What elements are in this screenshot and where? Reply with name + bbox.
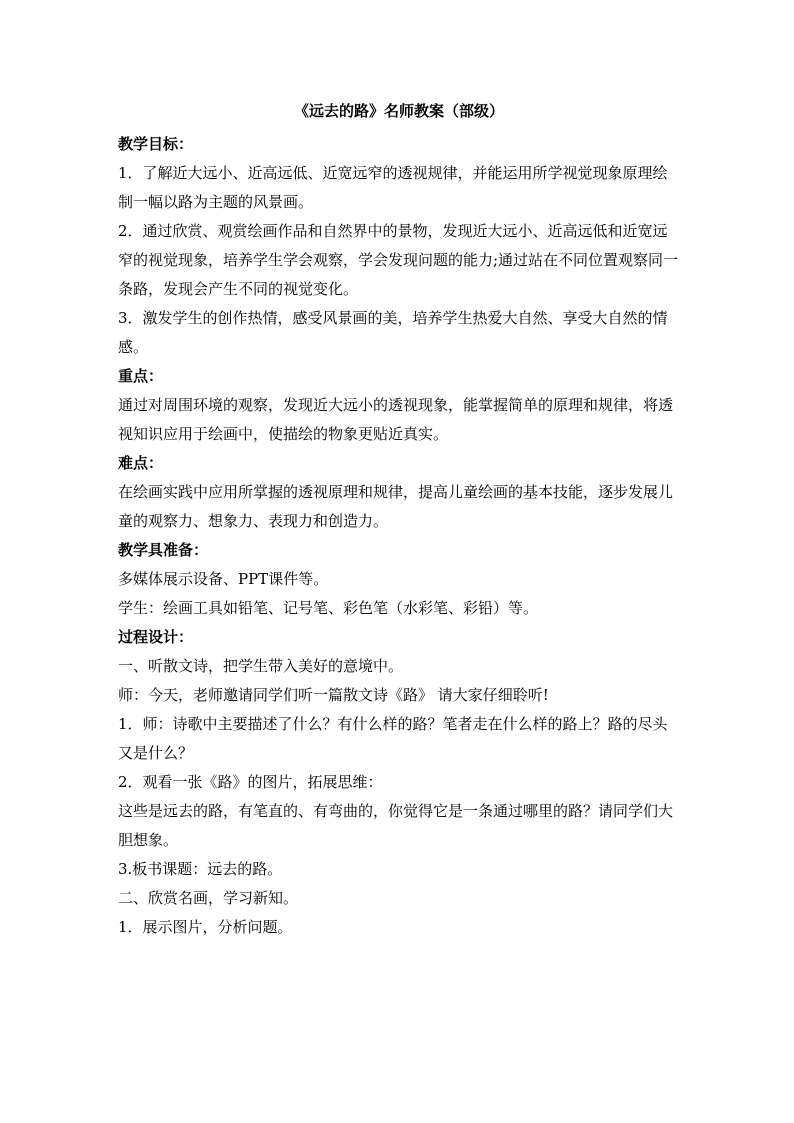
heading-key-points: 重点： [118, 367, 164, 385]
process-intro: 师：今天，老师邀请同学们听一篇散文诗《路》 请大家仔细聆听! [118, 686, 549, 704]
process-section-2-step-1: 1．展示图片，分析问题。 [118, 918, 293, 936]
heading-difficulties: 难点： [118, 454, 164, 472]
key-points-text: 通过对周围环境的观察，发现近大远小的透视现象，能掌握简单的原理和规律，将透视知识应用于绘画中，使描绘的物象更贴近真实。 [118, 396, 674, 443]
goal-item-1: 1．了解近大远小、近高远低、近宽远窄的透视规律，并能运用所学视觉现象原理绘制一幅以路为主题的风景画。 [118, 164, 668, 211]
process-step-1: 1．师：诗歌中主要描述了什么？有什么样的路？笔者走在什么样的路上？路的尽头又是什么？ [118, 715, 668, 762]
materials-student: 学生：绘画工具如铅笔、记号笔、彩色笔（水彩笔、彩铅）等。 [118, 599, 539, 617]
difficulties-text: 在绘画实践中应用所掌握的透视原理和规律，提高儿童绘画的基本技能，逐步发展儿童的观察力、想象力、表现力和创造力。 [118, 483, 674, 530]
process-step-3: 3.板书课题：远去的路。 [118, 860, 283, 878]
heading-materials: 教学具准备： [118, 541, 209, 559]
document-body [118, 100, 680, 942]
process-section-2: 二、欣赏名画，学习新知。 [118, 889, 299, 907]
goal-item-2: 2．通过欣赏、观赏绘画作品和自然界中的景物，发现近大远小、近高远低和近宽远窄的视觉现象，培养学生学会观察，学会发现问题的能力;通过站在不同位置观察同一条路，发现会产生不同的视觉变化。 [118, 222, 679, 298]
heading-teaching-goals: 教学目标： [118, 135, 194, 153]
goal-item-3: 3．激发学生的创作热情，感受风景画的美，培养学生热爱大自然、享受大自然的情感。 [118, 309, 668, 356]
materials-teacher: 多媒体展示设备、PPT课件等。 [118, 570, 329, 588]
process-step-2: 2．观看一张《路》的图片，拓展思维： [118, 773, 383, 791]
document-title: 《远去的路》名师教案（部级） [293, 102, 504, 120]
process-section-1: 一、听散文诗，把学生带入美好的意境中。 [118, 657, 404, 675]
heading-process: 过程设计： [118, 628, 194, 646]
process-step-2-detail: 这些是远去的路，有笔直的、有弯曲的，你觉得它是一条通过哪里的路？请同学们大胆想象。 [118, 802, 674, 849]
